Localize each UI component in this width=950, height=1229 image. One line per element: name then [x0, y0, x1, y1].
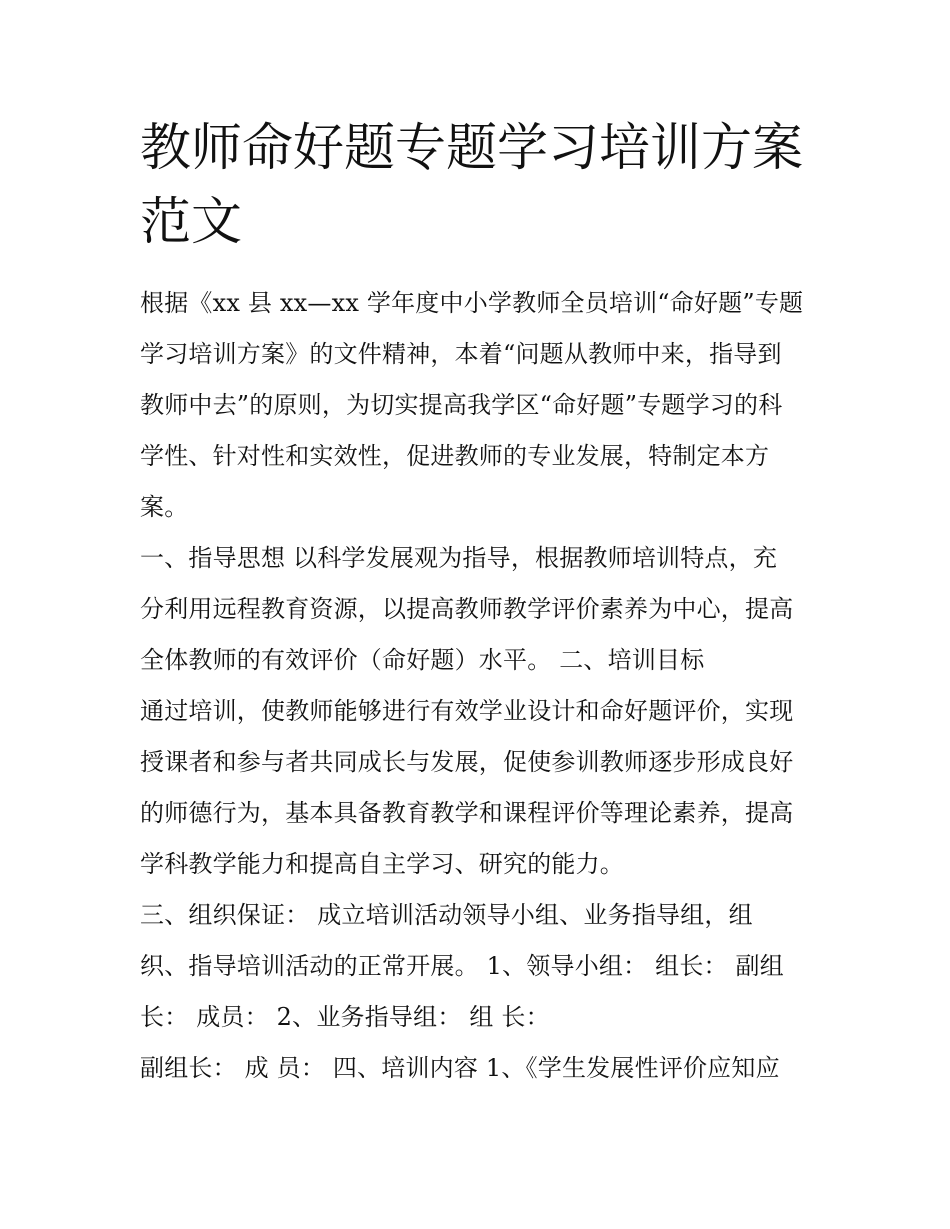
body-line: 学习培训方案》的文件精神，本着“问题从教师中来，指导到: [140, 340, 782, 368]
document-title: [140, 112, 840, 260]
body-line: 全体教师的有效评价（命好题）水平。 二、培训目标: [140, 646, 705, 674]
title-line: 范文: [140, 193, 243, 252]
title-line: 教师命好题专题学习培训方案: [140, 119, 804, 178]
body-line: 案。: [140, 493, 189, 521]
body-line: 学性、针对性和实效性，促进教师的专业发展，特制定本方: [140, 442, 770, 470]
body-line: 织、指导培训活动的正常开展。 1、领导小组： 组长： 副组: [140, 952, 784, 980]
body-line: 副组长： 成 员： 四、培训内容 1、《学生发展性评价应知应: [140, 1054, 780, 1082]
body-line: 的师德行为，基本具备教育教学和课程评价等理论素养，提高: [140, 799, 794, 827]
body-line: 授课者和参与者共同成长与发展，促使参训教师逐步形成良好: [140, 748, 794, 776]
body-line: 根据《xx 县 xx—xx 学年度中小学教师全员培训“命好题”专题: [140, 289, 804, 317]
body-line: 一、指导思想 以科学发展观为指导，根据教师培训特点，充: [140, 544, 778, 572]
body-line: 学科教学能力和提高自主学习、研究的能力。: [140, 850, 624, 878]
body-line: 分利用远程教育资源，以提高教师教学评价素养为中心，提高: [140, 595, 794, 623]
body-line: 长： 成员： 2、业务指导组： 组 长：: [140, 1003, 550, 1031]
body-line: 通过培训，使教师能够进行有效学业设计和命好题评价，实现: [140, 697, 794, 725]
body-line: 三、组织保证： 成立培训活动领导小组、业务指导组，组: [140, 901, 753, 929]
document-body: [140, 280, 840, 1096]
body-line: 教师中去”的原则，为切实提高我学区“命好题”专题学习的科: [140, 391, 783, 419]
